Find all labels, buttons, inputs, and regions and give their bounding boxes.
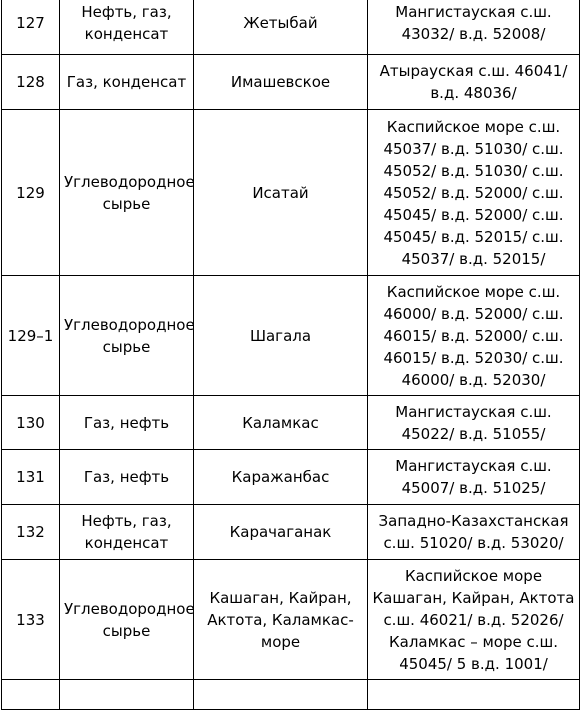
table-row	[2, 276, 580, 396]
coordinates: Мангистауская с.ш. 43032/ в.д. 52008/	[368, 0, 580, 55]
table-row	[2, 560, 580, 680]
empty-cell	[60, 680, 194, 710]
row-number: 129	[2, 110, 60, 276]
table-row	[2, 450, 580, 505]
coordinates: Каспийское море с.ш. 46000/ в.д. 52000/ с.ш. 46015/ в.д. 52000/ с.ш. 46015/ в.д. 52030/ с.ш. 46000/ в.д. 52030/	[368, 276, 580, 396]
table-row-partial	[2, 680, 580, 710]
empty-cell	[368, 680, 580, 710]
fields-table	[1, 0, 580, 710]
resource-type: Углеводородное сырье	[60, 560, 194, 680]
table-row	[2, 0, 580, 55]
row-number: 133	[2, 560, 60, 680]
empty-cell	[194, 680, 368, 710]
field-name: Жетыбай	[194, 0, 368, 55]
resource-type: Углеводородное сырье	[60, 110, 194, 276]
table-row	[2, 396, 580, 450]
field-name: Кашаган, Кайран, Актота, Каламкас-море	[194, 560, 368, 680]
resource-type: Углеводородное сырье	[60, 276, 194, 396]
table-row	[2, 505, 580, 560]
row-number: 132	[2, 505, 60, 560]
coordinates: Западно-Казахстанская с.ш. 51020/ в.д. 53020/	[368, 505, 580, 560]
table-row	[2, 110, 580, 276]
coordinates: Каспийское море с.ш. 45037/ в.д. 51030/ с.ш. 45052/ в.д. 51030/ с.ш. 45052/ в.д. 52000/ с.ш. 45045/ в.д. 52000/ с.ш. 45045/ в.д. 52015/ с.ш. 45037/ в.д. 52015/	[368, 110, 580, 276]
field-name: Каражанбас	[194, 450, 368, 505]
resource-type: Газ, нефть	[60, 396, 194, 450]
resource-type: Нефть, газ, конденсат	[60, 0, 194, 55]
field-name: Исатай	[194, 110, 368, 276]
row-number: 127	[2, 0, 60, 55]
resource-type: Нефть, газ, конденсат	[60, 505, 194, 560]
coordinates: Каспийское море Кашаган, Кайран, Актота с.ш. 46021/ в.д. 52026/Каламкас – море с.ш. 45045/ 5 в.д. 1001/	[368, 560, 580, 680]
row-number: 128	[2, 55, 60, 110]
row-number: 131	[2, 450, 60, 505]
table-row	[2, 55, 580, 110]
coordinates: Мангистауская с.ш. 45022/ в.д. 51055/	[368, 396, 580, 450]
empty-cell	[2, 680, 60, 710]
row-number: 129–1	[2, 276, 60, 396]
field-name: Каламкас	[194, 396, 368, 450]
field-name: Шагала	[194, 276, 368, 396]
resource-type: Газ, конденсат	[60, 55, 194, 110]
coordinates: Мангистауская с.ш. 45007/ в.д. 51025/	[368, 450, 580, 505]
field-name: Имашевское	[194, 55, 368, 110]
field-name: Карачаганак	[194, 505, 368, 560]
resource-type: Газ, нефть	[60, 450, 194, 505]
row-number: 130	[2, 396, 60, 450]
coordinates: Атырауская с.ш. 46041/ в.д. 48036/	[368, 55, 580, 110]
